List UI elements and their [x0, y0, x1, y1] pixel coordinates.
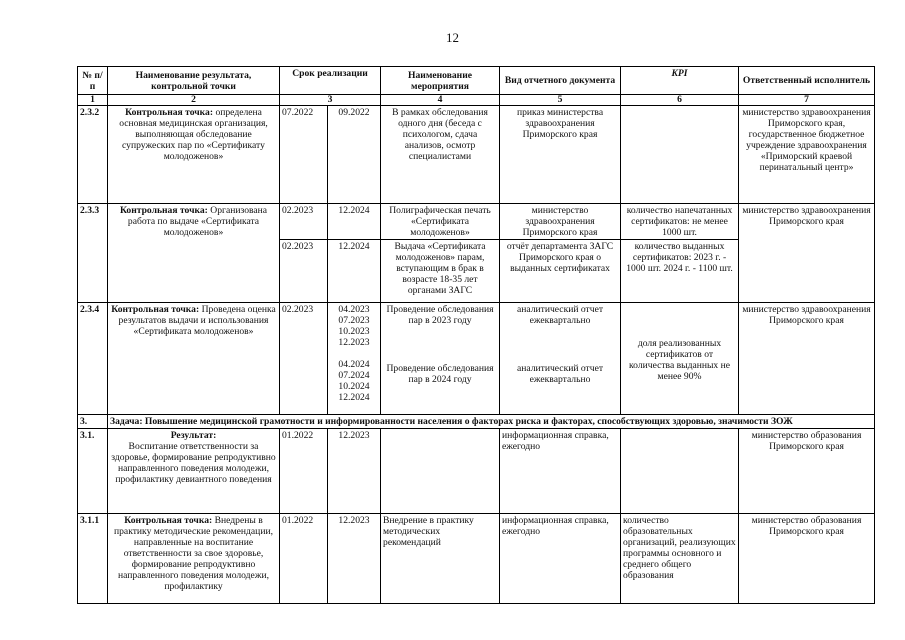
kpi-cell	[621, 429, 739, 514]
header-report: Вид отчетного документа	[500, 67, 621, 95]
header-executor: Ответственный исполнитель	[739, 67, 875, 95]
end-date: 12.2024	[328, 204, 381, 240]
row-name-cell	[108, 429, 280, 514]
end-dates-cell	[328, 303, 381, 415]
report-cell: информационная справка, ежегодно	[500, 514, 621, 604]
row-number: 2.3.3	[78, 204, 108, 303]
row-name-cell	[108, 106, 280, 204]
row-text: Проведена оценка результатов выдачи и использования «Сертификата молодоженов»	[118, 304, 276, 337]
task-row	[78, 415, 875, 429]
header-num: № п/п	[78, 67, 108, 95]
report-cell: министерство здравоохранения Приморского края	[500, 204, 621, 240]
header-term: Срок реализации	[280, 67, 381, 95]
plan-table	[77, 66, 875, 604]
column-number-row	[78, 95, 875, 106]
start-date: 07.2022	[280, 106, 328, 204]
end-date: 04.2023	[338, 304, 370, 315]
col-num-7: 7	[739, 95, 875, 106]
table-row	[78, 204, 875, 240]
task-text: Задача: Повышение медицинской грамотности и информированности населения о факторах риска и факторах, способствующих здоровью, значимости ЗОЖ	[108, 415, 875, 429]
end-date: 12.2023	[338, 337, 370, 348]
kpi-cell: количество напечатанных сертификатов: не менее 1000 шт.	[621, 204, 739, 240]
kpi-cell: количество образовательных организаций, реализующих программы основного и среднего общего образования	[621, 514, 739, 604]
report-cell: приказ министерства здравоохранения Приморского края	[500, 106, 621, 204]
end-date: 07.2024	[338, 370, 370, 381]
col-num-2: 2	[108, 95, 280, 106]
kpi-cell	[621, 303, 739, 415]
executor-cell: министерство образования Приморского края	[739, 514, 875, 604]
end-date: 12.2024	[328, 240, 381, 303]
kpi-text: доля реализованных сертификатов от количества выданных не менее 90%	[629, 338, 731, 382]
row-number: 3.	[78, 415, 108, 429]
executor-cell: министерство образования Приморского края	[739, 429, 875, 514]
col-num-1: 1	[78, 95, 108, 106]
row-number: 2.3.4	[78, 303, 108, 415]
row-name-cell	[108, 303, 280, 415]
start-date: 02.2023	[280, 204, 328, 240]
end-date: 10.2024	[338, 381, 370, 392]
activity-2024: Проведение обследования пар в 2024 году	[386, 363, 494, 385]
row-text: Воспитание ответственности за здоровье, формирование репродуктивно направленного поведения молодежи, профилактику девиантного поведения	[111, 441, 276, 485]
col-num-6: 6	[621, 95, 739, 106]
row-number: 3.1.	[78, 429, 108, 514]
table-row	[78, 106, 875, 204]
col-num-4: 4	[381, 95, 500, 106]
kpi-cell	[621, 106, 739, 204]
activity-cell	[381, 429, 500, 514]
end-date: 09.2022	[328, 106, 381, 204]
start-date: 01.2022	[280, 514, 328, 604]
header-kpi: KPI	[621, 67, 739, 95]
row-name-cell	[108, 514, 280, 604]
row-label: Результат:	[170, 430, 217, 441]
row-label: Контрольная точка:	[124, 515, 213, 526]
activity-2023: Проведение обследования пар в 2023 году	[386, 304, 494, 326]
report-2023: аналитический отчет ежеквартально	[517, 304, 604, 326]
executor-cell: министерство здравоохранения Приморского края, государственное бюджетное учреждение здравоохранения «Приморский краевой перинатальный центр»	[739, 106, 875, 204]
end-date: 12.2023	[328, 429, 381, 514]
row-label: Контрольная точка:	[125, 107, 214, 118]
row-label: Контрольная точка:	[119, 205, 208, 216]
activity-cell: В рамках обследования одного дня (беседа с психологом, сдача анализов, осмотр специалистами	[381, 106, 500, 204]
activity-cell	[381, 303, 500, 415]
activity-cell: Полиграфическая печать «Сертификата молодоженов»	[381, 204, 500, 240]
start-date: 02.2023	[280, 240, 328, 303]
col-num-5: 5	[500, 95, 621, 106]
report-cell: отчёт департамента ЗАГС Приморского края о выданных сертификатах	[500, 240, 621, 303]
table-row	[78, 429, 875, 514]
row-text: определена основная медицинская организация, выполняющая обследование супружеских пар по «Сертификату молодоженов»	[119, 107, 268, 162]
header-row	[78, 67, 875, 95]
row-number: 2.3.2	[78, 106, 108, 204]
start-date: 02.2023	[280, 303, 328, 415]
row-label: Контрольная точка:	[111, 304, 200, 315]
row-text: Организована работа по выдаче «Сертификата молодоженов»	[127, 205, 268, 238]
row-name-cell	[108, 204, 280, 303]
end-date: 12.2024	[338, 392, 370, 403]
kpi-cell: количество выданных сертификатов: 2023 г. - 1000 шт. 2024 г. - 1100 шт.	[621, 240, 739, 303]
header-activity: Наименование мероприятия	[381, 67, 500, 95]
report-cell	[500, 303, 621, 415]
page-number: 12	[446, 30, 459, 45]
end-date: 10.2023	[338, 326, 370, 337]
end-date: 04.2024	[338, 359, 370, 370]
header-name: Наименование результата, контрольной точки	[108, 67, 280, 95]
report-cell: информационная справка, ежегодно	[500, 429, 621, 514]
activity-cell: Выдача «Сертификата молодоженов» парам, вступающим в брак в возрасте 18-35 лет органами ЗАГС	[381, 240, 500, 303]
start-date: 01.2022	[280, 429, 328, 514]
table-row	[78, 514, 875, 604]
executor-cell: министерство здравоохранения Приморского края	[739, 303, 875, 415]
report-2024: аналитический отчет ежеквартально	[517, 363, 604, 385]
activity-cell: Внедрение в практику методических рекомендаций	[381, 514, 500, 604]
end-date: 07.2023	[338, 315, 370, 326]
executor-cell: министерство здравоохранения Приморского края	[739, 204, 875, 303]
end-date: 12.2023	[328, 514, 381, 604]
row-number: 3.1.1	[78, 514, 108, 604]
col-num-3: 3	[280, 95, 381, 106]
row-text: Внедрены в практику методические рекомендации, направленные на воспитание ответственности за свое здоровье, формирование репродуктивно направленного поведения молодежи, профилактику	[114, 515, 273, 592]
table-row	[78, 303, 875, 415]
